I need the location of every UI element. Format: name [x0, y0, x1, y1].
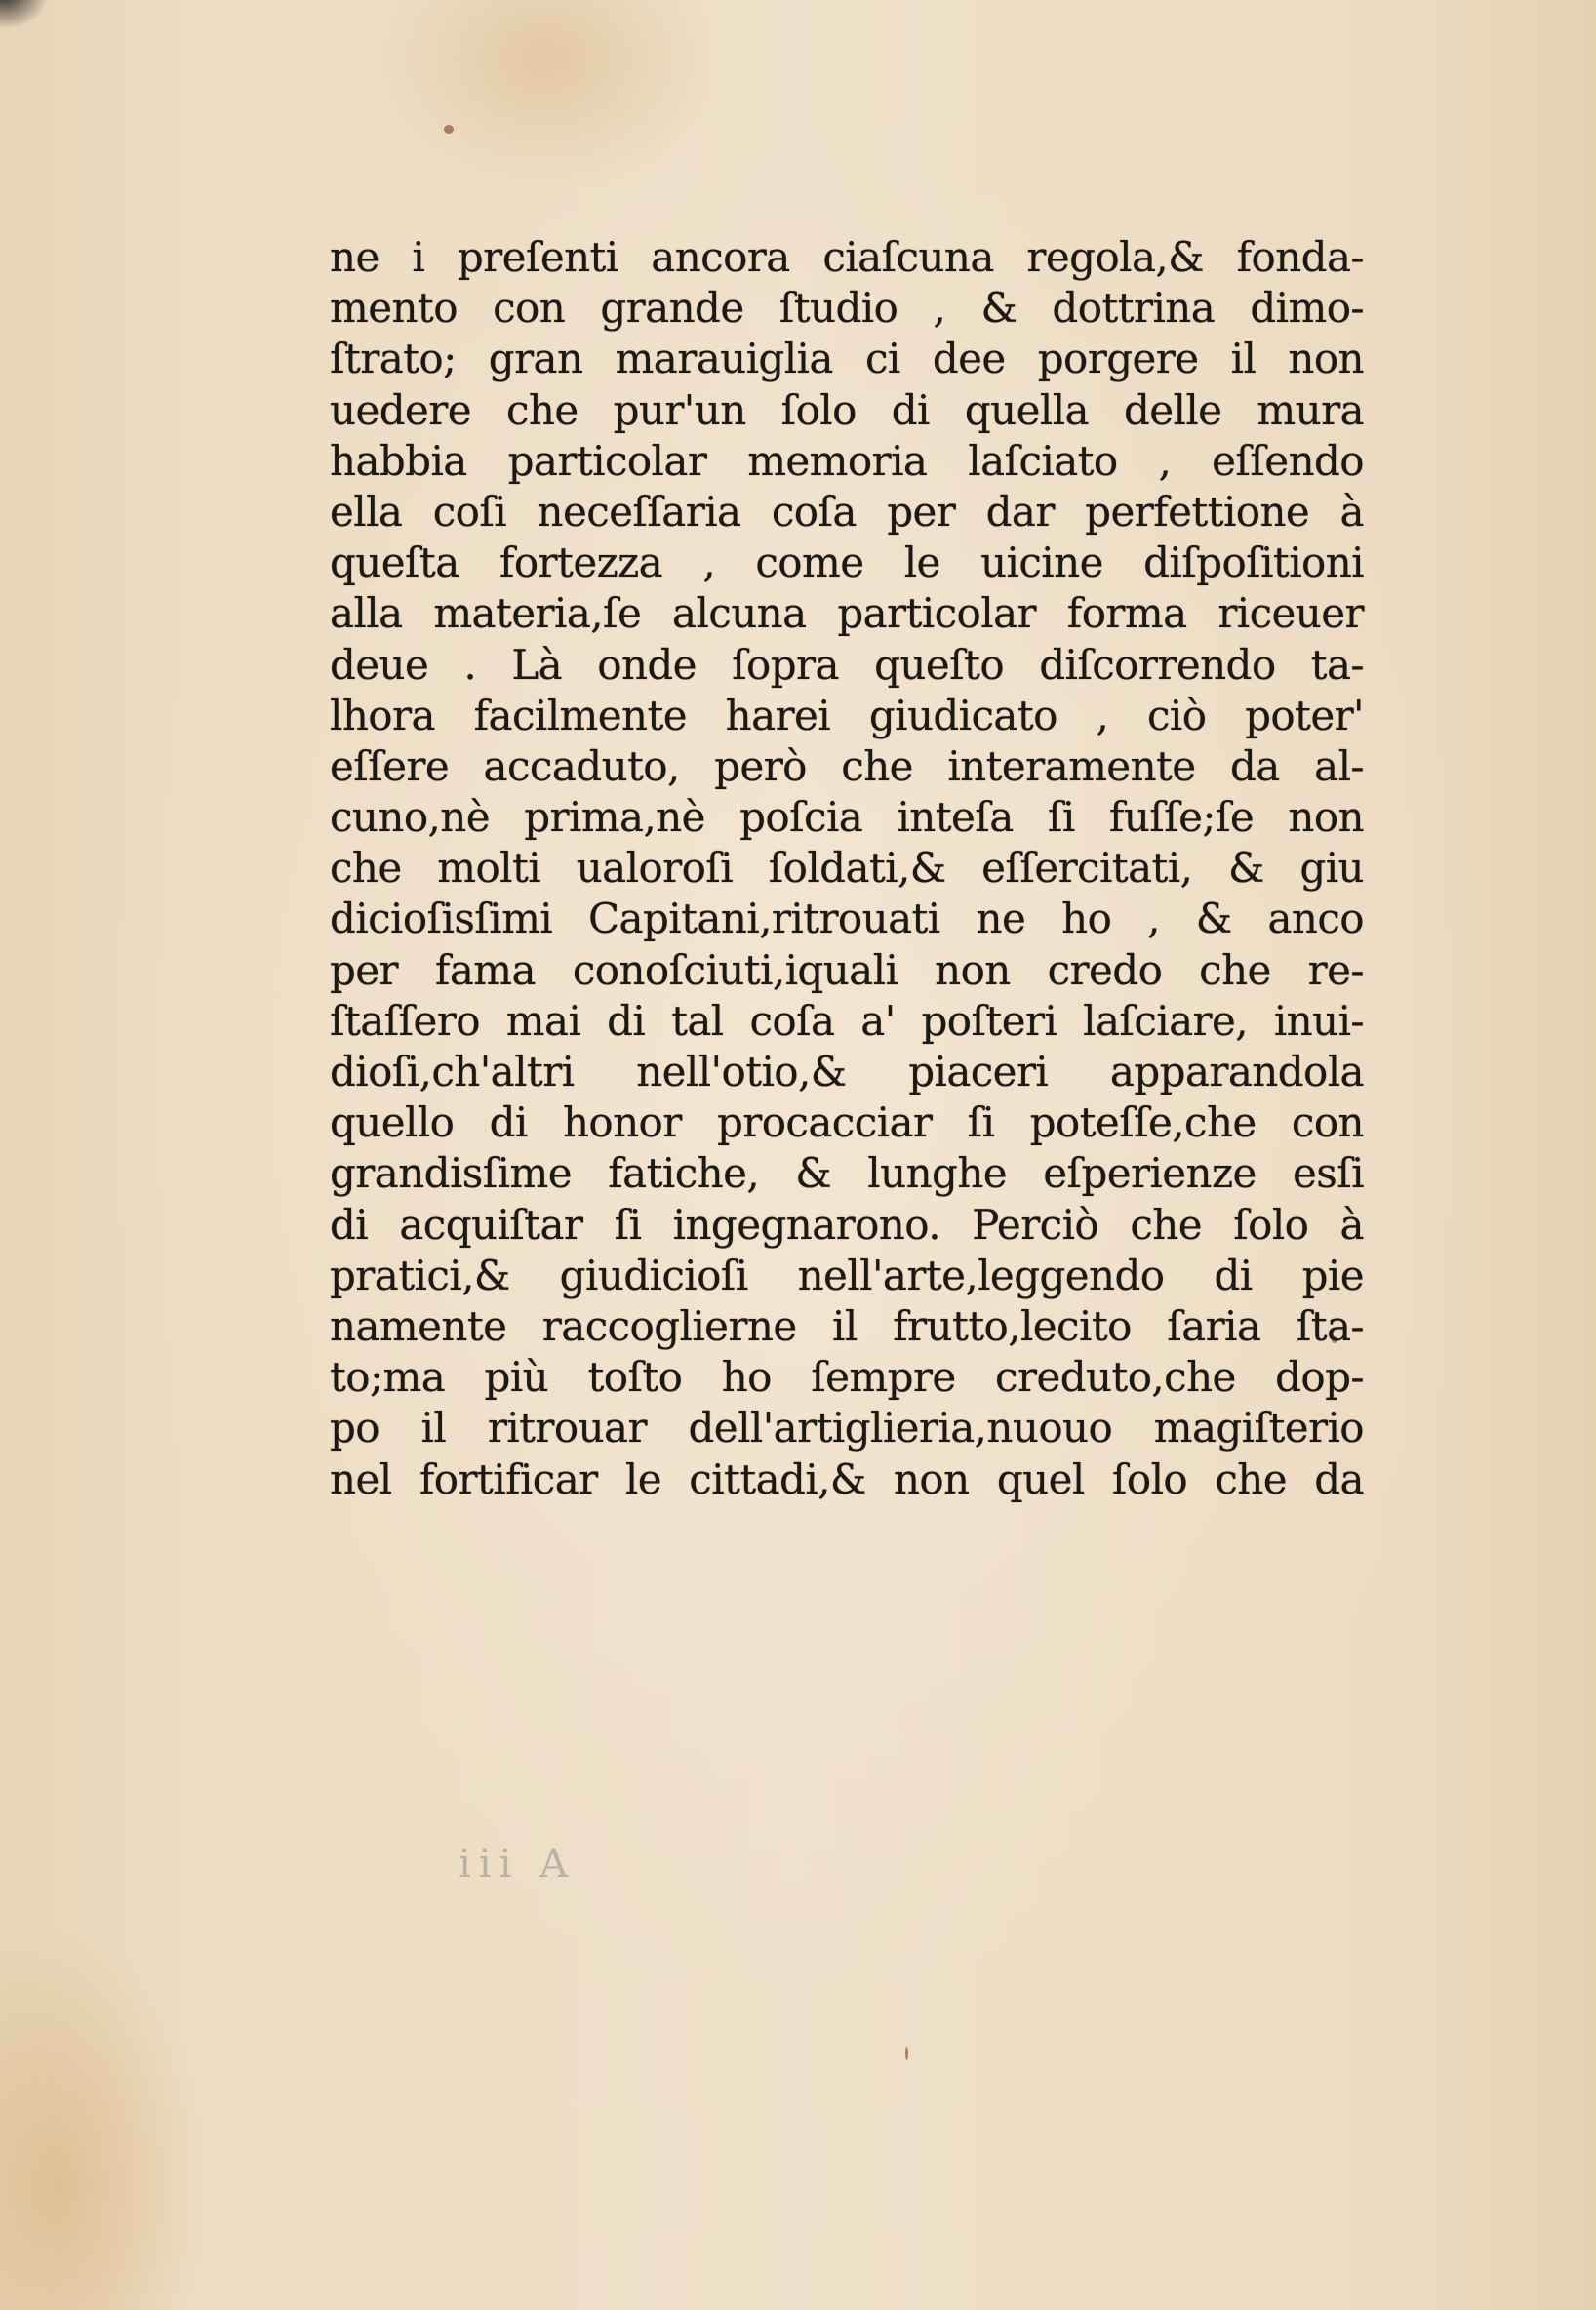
- text-line: lhora facilmente harei giudicato , ciò poter': [330, 691, 1364, 739]
- text-line: namente raccoglierne il frutto,lecito ſaria ſta-: [330, 1301, 1364, 1350]
- body-text: [330, 232, 1364, 1505]
- text-line: po il ritrouar dell'artiglieria,nuouo magiſterio: [330, 1404, 1364, 1453]
- text-line: di acquiſtar ſi ingegnarono. Perciò che ſolo à: [330, 1200, 1364, 1249]
- text-line: dioſi,ch'altri nell'otio,& piaceri apparandola: [330, 1048, 1364, 1095]
- text-line: nel fortificar le cittadi,& non quel ſolo che da: [330, 1454, 1364, 1503]
- ink-fleck: [444, 125, 454, 134]
- text-line: deue . Là onde ſopra queſto diſcorrendo ta-: [330, 640, 1364, 689]
- text-line: alla materia,ſe alcuna particolar forma riceuer: [330, 589, 1364, 638]
- ink-fleck: [905, 2047, 908, 2060]
- text-line: ſtaſſero mai di tal coſa a' poſteri laſciare, inui-: [330, 996, 1364, 1045]
- show-through-signature: iii A: [459, 1842, 576, 1887]
- text-line: ſtrato; gran marauiglia ci dee porgere il non: [330, 335, 1364, 383]
- scan-corner-shadow: [0, 0, 49, 29]
- text-line: eſſere accaduto, però che interamente da al-: [330, 741, 1364, 790]
- text-line: habbia particolar memoria laſciato , eſſendo: [330, 436, 1364, 485]
- text-line: mento con grande ſtudio , & dottrina dimo-: [330, 284, 1364, 333]
- text-line: per fama conoſciuti,iquali non credo che re-: [330, 945, 1364, 994]
- text-line: cuno,nè prima,nè poſcia inteſa ſi fuſſe;ſe non: [330, 793, 1364, 842]
- text-line: ella coſi neceſſaria coſa per dar perfettione à: [330, 487, 1364, 536]
- text-line: quello di honor procacciar ſi poteſſe,che con: [330, 1098, 1364, 1147]
- text-line: che molti ualoroſi ſoldati,& eſſercitati, & giu: [330, 844, 1364, 893]
- text-line: uedere che pur'un ſolo di quella delle mura: [330, 385, 1364, 434]
- text-line: dicioſisſimi Capitani,ritrouati ne ho , & anco: [330, 895, 1364, 943]
- text-line: grandisſime fatiche, & lunghe eſperienze esſi: [330, 1149, 1364, 1198]
- text-line: pratici,& giudicioſi nell'arte,leggendo di pie: [330, 1251, 1364, 1299]
- text-line: queſta fortezza , come le uicine diſpoſitioni: [330, 538, 1364, 587]
- text-line: ne i preſenti ancora ciaſcuna regola,& fonda-: [330, 233, 1364, 281]
- text-line: to;ma più toſto ho ſempre creduto,che dop-: [330, 1353, 1364, 1402]
